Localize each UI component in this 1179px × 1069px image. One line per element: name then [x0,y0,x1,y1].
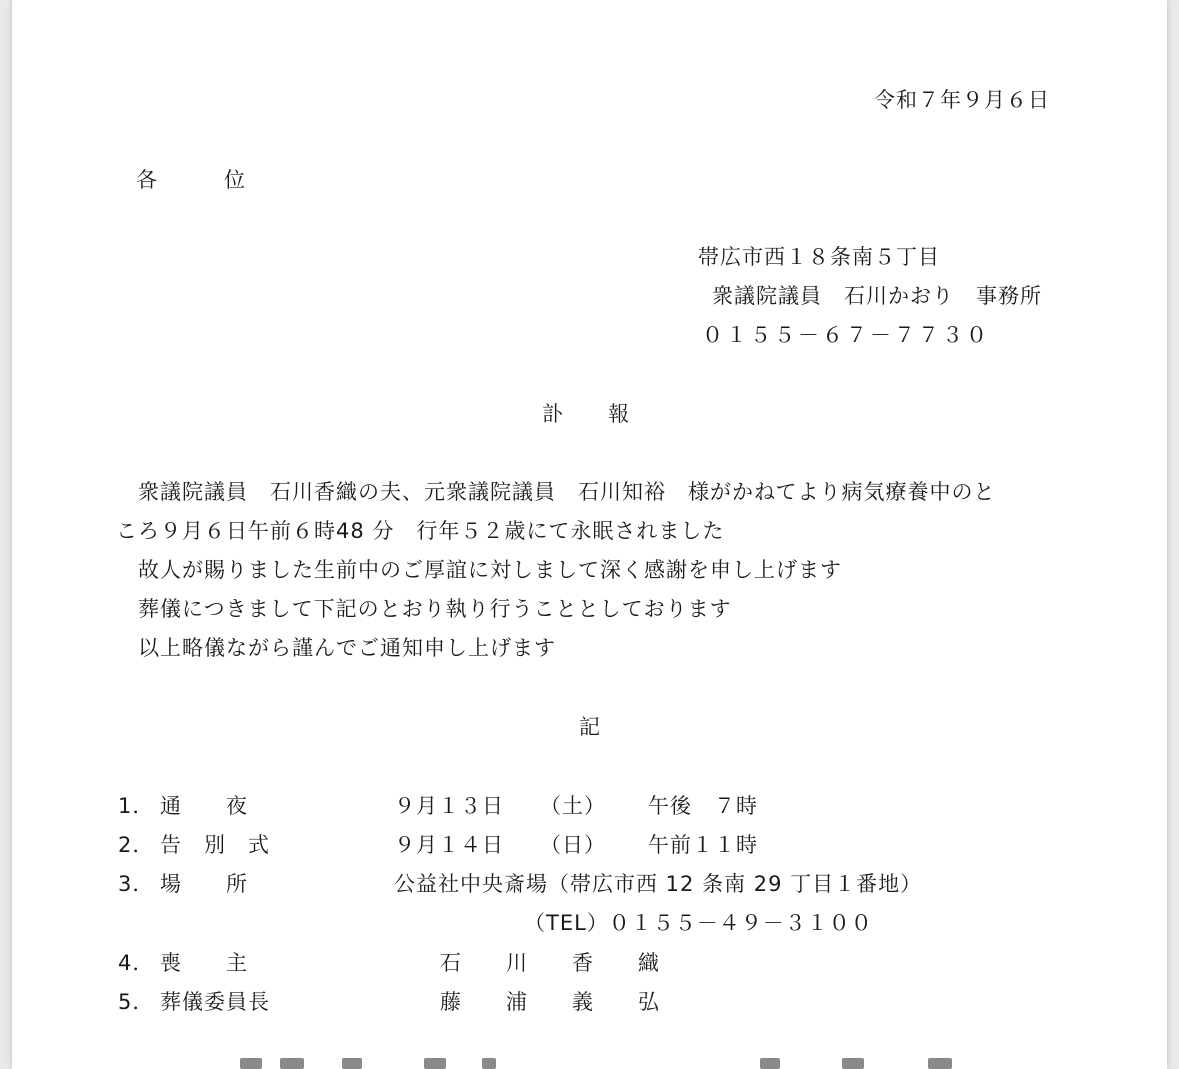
item-day: （土） [540,794,606,818]
sender-name: 衆議院議員 石川かおり 事務所 [712,284,1042,308]
item-number: 1． [118,794,155,818]
document-page [12,0,1167,1069]
item-date: ９月１３日 [394,794,504,818]
item-label: 告 別 式 [160,833,270,857]
body-line-2: ころ９月６日午前６時48 分 行年５２歳にて永眠されました [116,519,725,543]
body-line-4: 葬儀につきまして下記のとおり執り行うこととしております [116,597,732,621]
item-label: 通 夜 [160,794,248,818]
item-tel: （TEL）０１５５－４９－３１００ [524,911,873,935]
item-date: ９月１４日 [394,833,504,857]
body-line-3: 故人が賜りました生前中のご厚誼に対しまして深く感謝を申し上げます [116,558,842,582]
ki-heading: 記 [579,715,601,739]
item-name: 石 川 香 織 [440,951,660,975]
item-number: 5． [118,990,155,1014]
item-label: 場 所 [160,872,248,896]
item-number: 2． [118,833,155,857]
item-number: 4． [118,951,155,975]
item-time: 午前１１時 [648,833,758,857]
item-time: 午後 ７時 [648,794,758,818]
item-day: （日） [540,833,606,857]
item-number: 3． [118,872,155,896]
clipped-text-line [12,1058,1167,1069]
item-label: 喪 主 [160,951,248,975]
sender-address: 帯広市西１８条南５丁目 [698,245,940,269]
item-place: 公益社中央斎場（帯広市西 12 条南 29 丁目１番地） [394,872,923,896]
date-line: 令和７年９月６日 [874,88,1050,112]
addressee: 各 位 [136,168,246,192]
body-line-5: 以上略儀ながら謹んでご通知申し上げます [116,636,556,660]
sender-phone: ０１５５－６７－７７３０ [702,323,990,347]
item-name: 藤 浦 義 弘 [440,990,660,1014]
body-line-1: 衆議院議員 石川香織の夫、元衆議院議員 石川知裕 様がかねてより病気療養中のと [116,480,996,504]
item-label: 葬儀委員長 [160,990,270,1014]
document-title: 訃 報 [542,402,630,426]
